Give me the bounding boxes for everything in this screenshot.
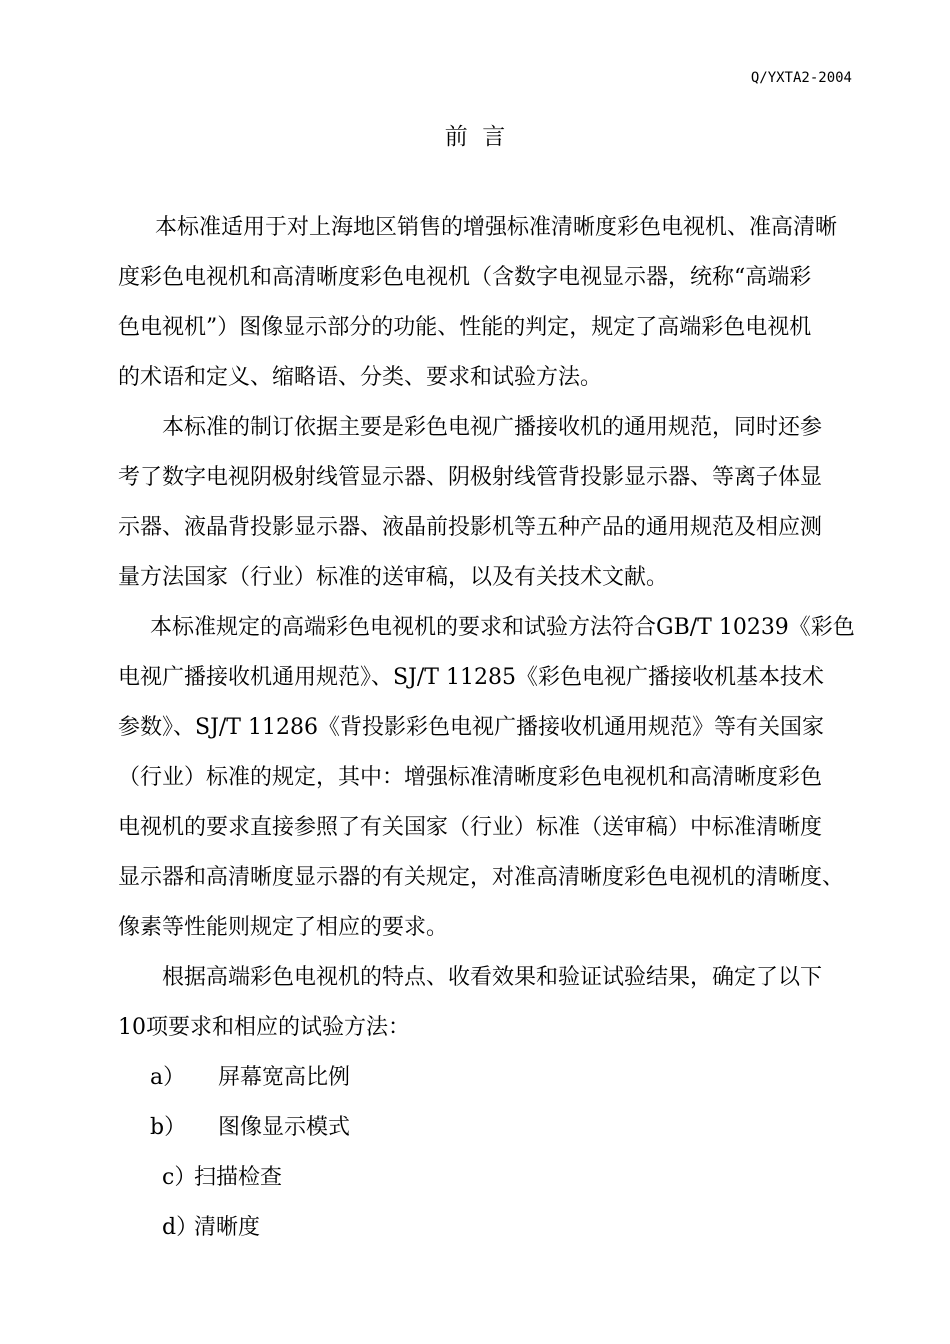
text-line: 显示器和高清晰度显示器的有关规定，对准高清晰度彩色电视机的清晰度、 [118,865,845,890]
list-item [118,1153,858,1203]
list-item-text: 图像显示模式 [218,1115,351,1140]
list-item-text: 屏幕宽高比例 [218,1065,351,1090]
text-line: 的术语和定义、缩略语、分类、要求和试验方法。 [118,365,603,390]
list-marker: b） [150,1115,187,1140]
page-title [0,118,950,151]
text-line: 度彩色电视机和高清晰度彩色电视机（含数字电视显示器，统称“高端彩 [118,265,812,290]
text-line: 像素等性能则规定了相应的要求。 [118,915,449,940]
paragraph-requirements-intro [118,953,858,1053]
list-marker: a） [150,1065,186,1090]
list-marker: c） [162,1165,197,1190]
text-line: 量方法国家（行业）标准的送审稿，以及有关技术文献。 [118,565,669,590]
text-line: 本标准的制订依据主要是彩色电视广播接收机的通用规范，同时还参 [162,415,823,440]
document-body [118,203,858,1253]
text-line: 色电视机”）图像显示部分的功能、性能的判定，规定了高端彩色电视机 [118,315,812,340]
text-line: （行业）标准的规定，其中：增强标准清晰度彩色电视机和高清晰度彩色 [118,765,823,790]
text-line: 10项要求和相应的试验方法： [118,1015,410,1040]
text-line: 考了数字电视阴极射线管显示器、阴极射线管背投影显示器、等离子体显 [118,465,823,490]
text-line: 电视广播接收机通用规范》、SJ/T 11285《彩色电视广播接收机基本技术 [118,665,824,690]
text-line: 根据高端彩色电视机的特点、收看效果和验证试验结果，确定了以下 [162,965,823,990]
list-item [118,1053,858,1103]
list-item-text: 清晰度 [194,1215,261,1240]
requirements-list [118,1053,858,1253]
list-marker: d） [162,1215,199,1240]
text-line: 示器、液晶背投影显示器、液晶前投影机等五种产品的通用规范及相应测 [118,515,823,540]
list-item [118,1203,858,1253]
text-line: 电视机的要求直接参照了有关国家（行业）标准（送审稿）中标准清晰度 [118,815,823,840]
paragraph-scope [118,203,858,403]
paragraph-basis [118,403,858,603]
paragraph-compliance [118,603,858,953]
list-item-text: 扫描检查 [194,1165,283,1190]
document-code: Q/YXTA2-2004 [750,70,852,86]
page-title-text: 前 言 [444,124,506,150]
text-line: 本标准规定的高端彩色电视机的要求和试验方法符合GB/T 10239《彩色 [150,615,855,640]
list-item [118,1103,858,1153]
text-line: 本标准适用于对上海地区销售的增强标准清晰度彩色电视机、准高清晰 [155,215,838,240]
text-line: 参数》、SJ/T 11286《背投影彩色电视广播接收机通用规范》等有关国家 [118,715,824,740]
